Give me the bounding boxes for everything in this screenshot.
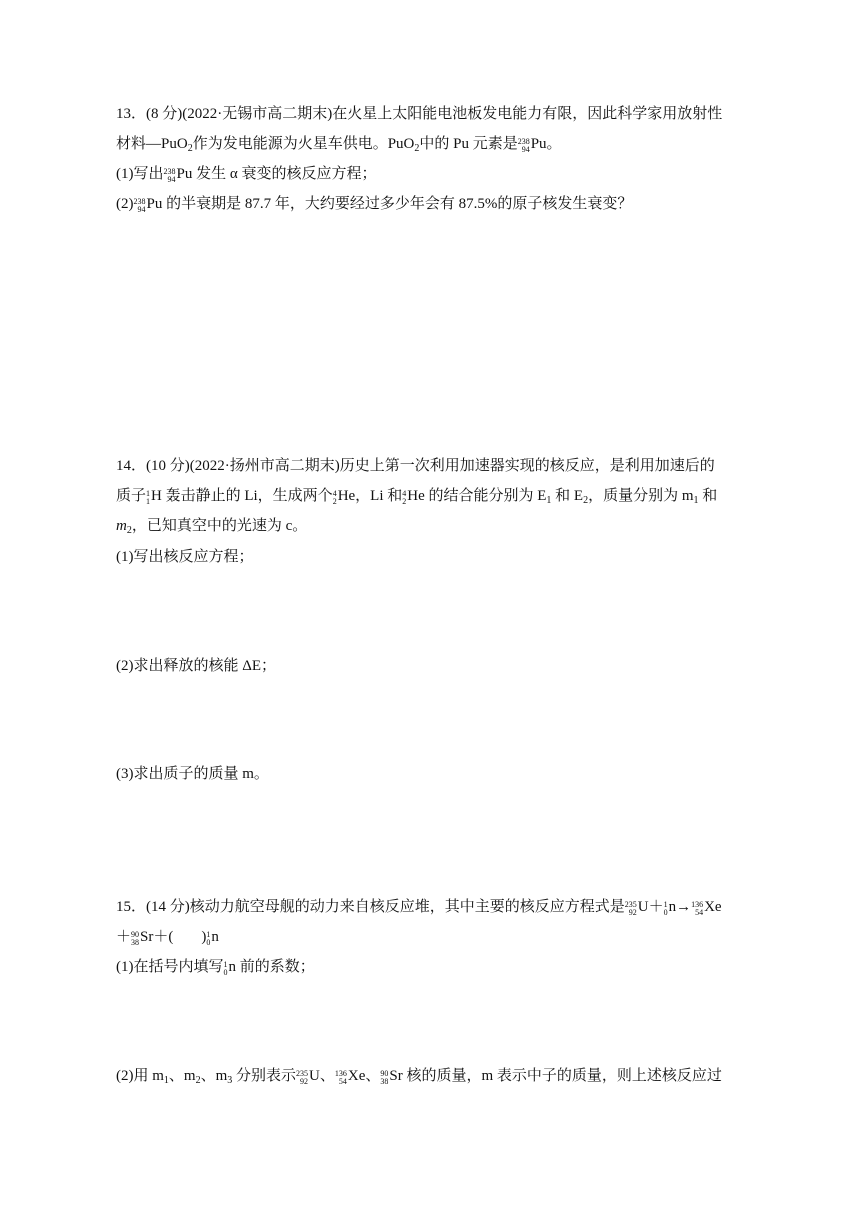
q15-part1-prefix: (1)在括号内填写 [116, 959, 224, 975]
q13-material-text: 材料—PuO [116, 136, 188, 152]
pu-nuclide-notation: 238 94 [517, 137, 530, 154]
q13-subscript-2: 2 [414, 143, 420, 154]
q15-u-text: U＋ [637, 899, 664, 915]
q13-part2-prefix: (2) [116, 196, 134, 212]
q14-m2-sub: 2 [126, 525, 132, 536]
q15-xe-label: Xe、 [347, 1068, 381, 1084]
q15-sr-text: Sr＋( [140, 929, 174, 945]
q14-part-1 [116, 547, 254, 567]
sr-nuclide-notation: 90 38 [131, 930, 140, 947]
q15-xe-text: Xe [704, 899, 722, 915]
q14-stem-text: 14．(10 分)(2022·扬州市高二期末)历史上第一次利用加速器实现的核反应，是利用加速后的 [116, 458, 715, 474]
q15-represent-text: 分别表示 [232, 1068, 297, 1084]
q15-sep-1: 、m [168, 1068, 196, 1084]
q15-line-2 [116, 927, 219, 947]
q13-subscript: 2 [187, 143, 193, 154]
q13-pu-text: Pu。 [530, 136, 562, 152]
q14-part-3 [116, 764, 269, 784]
q14-li-text: He，Li 和 [337, 488, 403, 504]
q13-element-text: 中的 Pu 元素是 [419, 136, 518, 152]
sr-nuclide-notation: 90 38 [380, 1069, 389, 1086]
q14-and-text: 和 [698, 488, 718, 504]
pu-nuclide-notation: 238 94 [133, 197, 146, 214]
q15-sep-2: 、m [200, 1068, 228, 1084]
n-nuclide-notation: 1 0 [206, 930, 211, 947]
q13-line-1 [116, 104, 722, 124]
q15-part-1 [116, 957, 315, 977]
q15-u-label: U、 [309, 1068, 335, 1084]
q15-plus: ＋ [116, 929, 132, 945]
q14-light-speed-text: ，已知真空中的光速为 c。 [131, 518, 308, 534]
u-nuclide-notation: 235 92 [296, 1069, 309, 1086]
q14-m1-sub: 1 [693, 495, 699, 506]
q14-line-3 [116, 516, 307, 536]
q15-line-1 [116, 897, 722, 917]
xe-nuclide-notation: 136 54 [334, 1069, 347, 1086]
q14-energy-text: He 的结合能分别为 E [407, 488, 547, 504]
q14-bombard-text: H 轰击静止的 Li，生成两个 [151, 488, 333, 504]
q15-m3-sub: 3 [227, 1075, 233, 1086]
q15-n-arrow-text: n→ [668, 899, 692, 915]
he-nuclide-notation: 4 2 [332, 489, 337, 506]
h-nuclide-notation: 1 1 [146, 489, 151, 506]
pu-nuclide-notation: 238 94 [163, 167, 176, 184]
q14-part2-text: (2)求出释放的核能 ΔE； [116, 658, 277, 674]
q13-part-2 [116, 194, 632, 214]
q14-proton-text: 质子 [116, 488, 147, 504]
n-nuclide-notation: 1 0 [223, 960, 228, 977]
q15-part1-text: n 前的系数； [228, 959, 315, 975]
q14-e1-sub: 1 [546, 495, 552, 506]
q13-part1-text: Pu 发生 α 衰变的核反应方程； [176, 166, 377, 182]
q13-line-2 [116, 134, 562, 154]
q14-mass-text: ，质量分别为 m [588, 488, 694, 504]
he-nuclide-notation: 4 2 [402, 489, 407, 506]
q13-stem-text: 13．(8 分)(2022·无锡市高二期末)在火星上太阳能电池板发电能力有限，因此科学家用放射性 [116, 106, 723, 122]
q15-part2-prefix: (2)用 m [116, 1068, 164, 1084]
q14-and-e: 和 E [551, 488, 584, 504]
q15-part-2 [116, 1066, 722, 1086]
q14-line-1 [116, 456, 715, 476]
q15-m2-sub: 2 [195, 1075, 201, 1086]
q13-part2-text: Pu 的半衰期是 87.7 年，大约要经过多少年会有 87.5%的原子核发生衰变？ [146, 196, 633, 212]
q13-part1-prefix: (1)写出 [116, 166, 164, 182]
q13-power-text: 作为发电能源为火星车供电。PuO [192, 136, 415, 152]
n-nuclide-notation: 1 0 [663, 900, 668, 917]
q15-close-paren: ) [201, 929, 207, 945]
q14-e2-sub: 2 [583, 495, 589, 506]
xe-nuclide-notation: 136 54 [691, 900, 704, 917]
q15-part2-text: Sr 核的质量，m 表示中子的质量，则上述核反应过 [389, 1068, 722, 1084]
q15-n-text: n [211, 929, 219, 945]
q14-part3-text: (3)求出质子的质量 m。 [116, 766, 269, 782]
q15-stem-text: 15．(14 分)核动力航空母舰的动力来自核反应堆，其中主要的核反应方程式是 [116, 899, 625, 915]
q15-m1-sub: 1 [163, 1075, 169, 1086]
q14-line-2 [116, 486, 717, 506]
q14-m-var: m [116, 518, 127, 534]
q14-part-2 [116, 656, 276, 676]
u-nuclide-notation: 235 92 [624, 900, 637, 917]
q14-part1-text: (1)写出核反应方程； [116, 549, 254, 565]
q13-part-1 [116, 164, 376, 184]
